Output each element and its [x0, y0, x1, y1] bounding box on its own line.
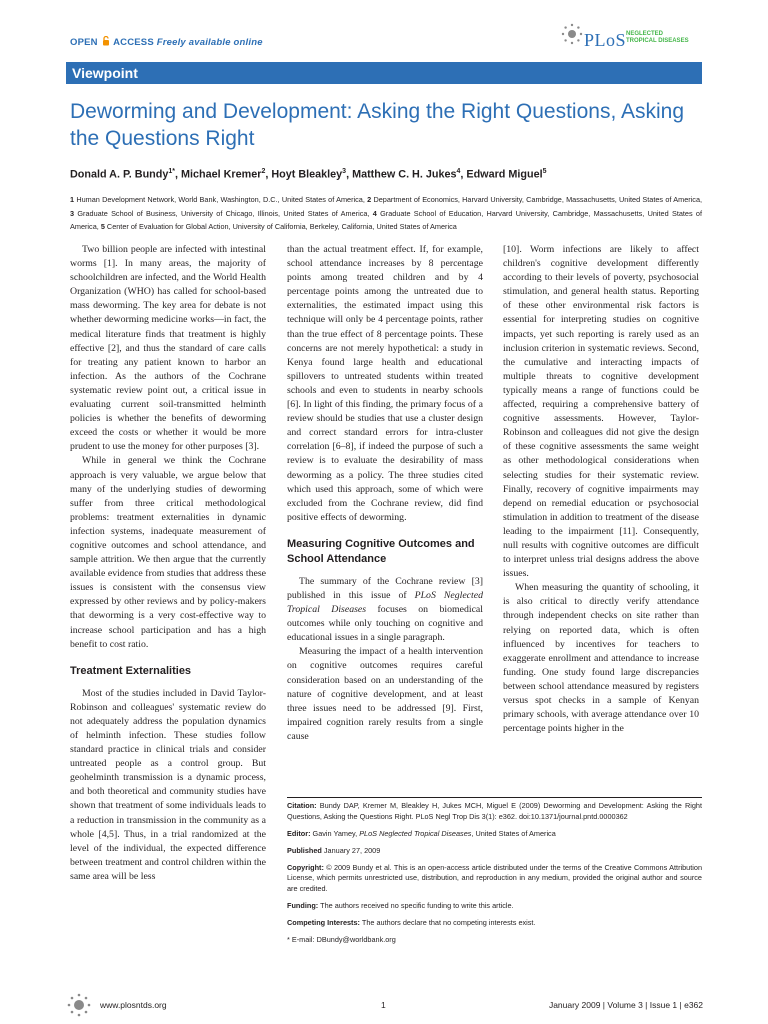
author-sup: 2 — [261, 168, 266, 175]
author-name: Edward Miguel — [466, 168, 543, 181]
article-info-box — [287, 797, 702, 952]
section-bar — [66, 62, 702, 84]
author-sup: 1* — [168, 168, 176, 175]
editor: Editor: Gavin Yamey, PLoS Neglected Tropical Diseases, United States of America — [287, 828, 556, 838]
section-heading: Measuring Cognitive Outcomes and School Attendance — [287, 537, 475, 565]
journal-url-link[interactable]: www.plosntds.org — [100, 1000, 167, 1010]
paragraph: While in general we think the Cochrane approach is very valuable, we argue below that many of the underlying studies of deworming suffer from three critical methodological problems: treatment externalities in dynamic infection systems, inadequate measurement of cognitive outcomes and school attendance, and sample attrition. We then argue that the currently available evidence from studies that address these issues is consistent with the consensus view expressed by other reviews and by policy-makers that deworming is a very cost-effective way to increase school participation and has a high benefit to cost ratio. — [70, 455, 266, 650]
plos-ntd-logo — [560, 22, 700, 54]
citation: Citation: Bundy DAP, Kremer M, Bleakley H, Jukes MCH, Miguel E (2009) Deworming and Development: Asking the Right Questions, Asking the Questions Right. PLoS Negl Trop Dis 3(1): e362. doi:10.1371/journal.pntd.0000362 — [287, 801, 702, 821]
paragraph: [10]. Worm infections are likely to affect children's cognitive development differently according to their levels of poverty, psychosocial stimulation, and general health status. Reporting of these other environmental risk factors is essential for interpreting studies on cognitive impacts, yet such reporting is rarely used as an inclusion criterion in systematic reviews. Second, the cumulative and interacting impacts of multiple threats to cognitive development typically means a range of functions could be affected, requiring a comprehensive battery of cognitive assessments. However, Taylor-Robinson and colleagues did not give the design of these cognitive assessments the same weight as other methodological considerations when selecting studies for their systematic review. Finally, recovery of cognitive impairments may depend on remedial education or psychosocial stimulation in addition to treatment of the disease leading to the impairment [11]. Consequently, null results with cognitive outcomes are difficult to interpret unless trial designs address the above issues. — [503, 244, 699, 580]
body-column-3 — [503, 243, 699, 736]
section-heading: Treatment Externalities — [70, 664, 192, 677]
author-name: Donald A. P. Bundy — [70, 168, 169, 181]
article-title: Deworming and Development: Asking the Right Questions, Asking the Questions Right — [70, 100, 684, 150]
ntd-line2: TROPICAL DISEASES — [626, 38, 689, 44]
journal-name: PLoS Neglected Tropical Diseases — [287, 589, 484, 616]
paragraph: Measuring the impact of a health intervention on cognitive outcomes requires careful consideration based on an understanding of the nature of cognitive development, and at least three issues need to be addressed [9]. First, impaired cognition rarely results from a single cause — [287, 646, 483, 742]
author-name: Michael Kremer — [181, 168, 262, 181]
page-number: 1 — [381, 1000, 386, 1010]
ntd-line1: NEGLECTED — [626, 31, 664, 37]
author-name: Hoyt Bleakley — [271, 168, 343, 181]
paragraph: Two billion people are infected with intestinal worms [1]. In many areas, the majority of schoolchildren are infected, and the World Health Organization (WHO) has called for school-based mass deworming. The key area for debate is not whether deworming medicine works—in fact, the medical literature finds that treatment is highly effective [2], and thus the standard of care calls for treating any patient known to harbor an infection. As the authors of the Cochrane systematic review point out, a critical issue in evaluating current soil-transmitted helminth policies is whether the benefits of deworming exceed the costs or whether it would be more prudent to use the money for other purposes [3]. — [70, 244, 266, 453]
affiliation: Graduate School of Education, Harvard University, Cambridge, Massachusetts, United States of America, — [70, 208, 703, 231]
copyright: Copyright: © 2009 Bundy et al. This is an open-access article distributed under the terms of the Creative Commons Attribution License, which permits unrestricted use, distribution, and reproduction in any medium, provided the original author and source are credited. — [287, 862, 703, 894]
issue-info: January 2009 | Volume 3 | Issue 1 | e362 — [548, 1000, 703, 1010]
access-label: ACCESS — [113, 37, 154, 48]
author-sup: 4 — [456, 168, 461, 175]
free-label: Freely available online — [156, 37, 263, 48]
paragraph: than the actual treatment effect. If, for example, school attendance increases by 8 percentage points among treated children and by 4 percentage points among the untreated due to externalities, the estimated impact using this technique will only be 4 percentage points, rather than the true effect of 8 percentage points. These concerns are not merely hypothetical: a study in Kenya found large health and educational spillovers to untreated students within treated schools and even to students in nearby schools [6]. In light of this finding, the primary focus of a review should be studies that use a cluster design and correct standard errors for intra-cluster correlation [6–8], if indeed the purpose of such a review is to evaluate the desirability of mass deworming as a policy. The three studies cited which used this approach, some of which were excluded from the Cochrane review, did find positive effects of deworming. — [287, 244, 483, 523]
open-access-banner — [70, 36, 263, 48]
open-label: OPEN — [70, 37, 98, 48]
paragraph: When measuring the quantity of schooling, it is also critical to directly verify attendance through independent checks on site rather than relying on reported data, which is often influenced by incentives for teachers to exaggerate enrollment and attendance to increase funding. One study found large discrepancies between school attendance measured by registers versus spot checks in a sample of Kenyan primary schools, with average attendance over 10 percentage points higher in the — [503, 582, 699, 735]
affiliation: Graduate School of Business, University of Chicago, Illinois, United States of America, — [77, 208, 370, 218]
section-label: Viewpoint — [72, 65, 138, 81]
plos-footer-icon — [64, 993, 94, 1017]
affiliations: 1 Human Development Network, World Bank, Washington, D.C., United States of America, 2 Department of Economics, Harvard University, Cambridge, Massachusetts, United States of America, 3 Graduate School of Business, University of Chicago, Illinois, United States of America, 4 Graduate School of Education, Harvard University, Cambridge, Massachusetts, United States of America, 5 Center of Evaluation for Global Action, University of California, Berkeley, California, United States of America — [70, 195, 703, 231]
affiliation: Center of Evaluation for Global Action, University of California, Berkeley, California, United States of America — [106, 222, 457, 231]
published: Published January 27, 2009 — [287, 845, 381, 855]
open-lock-icon — [102, 36, 110, 46]
email: * E-mail: DBundy@worldbank.org — [287, 935, 396, 945]
paragraph: The summary of the Cochrane review [3] published in this issue of PLoS Neglected Tropical Diseases focuses on biomedical outcomes while only touching on cognitive and educational issues in a single paragraph. — [287, 575, 484, 644]
competing-interests: Competing Interests: The authors declare that no competing interests exist. — [287, 918, 536, 928]
author-list: Donald A. P. Bundy$^{1*}$, Michael Kremer$^2$, Hoyt Bleakley$^3$, Matthew C. H. Jukes$^4$, Edward Miguel$^5$ — [70, 168, 547, 181]
author-sup: 5 — [542, 168, 547, 175]
affiliation: Department of Economics, Harvard University, Cambridge, Massachusetts, United States of America, — [373, 195, 703, 204]
funding: Funding: The authors received no specific funding to write this article. — [287, 901, 514, 911]
plos-wordmark: PLoS — [584, 30, 627, 50]
author-sup: 3 — [342, 168, 347, 175]
affiliation: Human Development Network, World Bank, Washington, D.C., United States of America, — [76, 195, 365, 204]
author-name: Matthew C. H. Jukes — [352, 168, 457, 181]
paragraph: Most of the studies included in David Taylor-Robinson and colleagues' systematic review do not adequately address the population dynamics of helminth infection. These studies follow standard practice in clinical trials and consider untreated people as a control group. But geohelminth transmission is a dynamic process, and both theoretical and community studies have shown that treatment of some individuals leads to a reduction in transmission in the community as a whole [4,5]. Thus, in a trial randomized at the level of the individual, the expected difference between treatment and control children within the same area will be less — [70, 687, 266, 882]
ntd-wordmark — [626, 31, 689, 45]
plos-sun-icon — [560, 22, 584, 46]
body-column-2 — [287, 243, 483, 744]
body-column-1 — [70, 243, 266, 884]
